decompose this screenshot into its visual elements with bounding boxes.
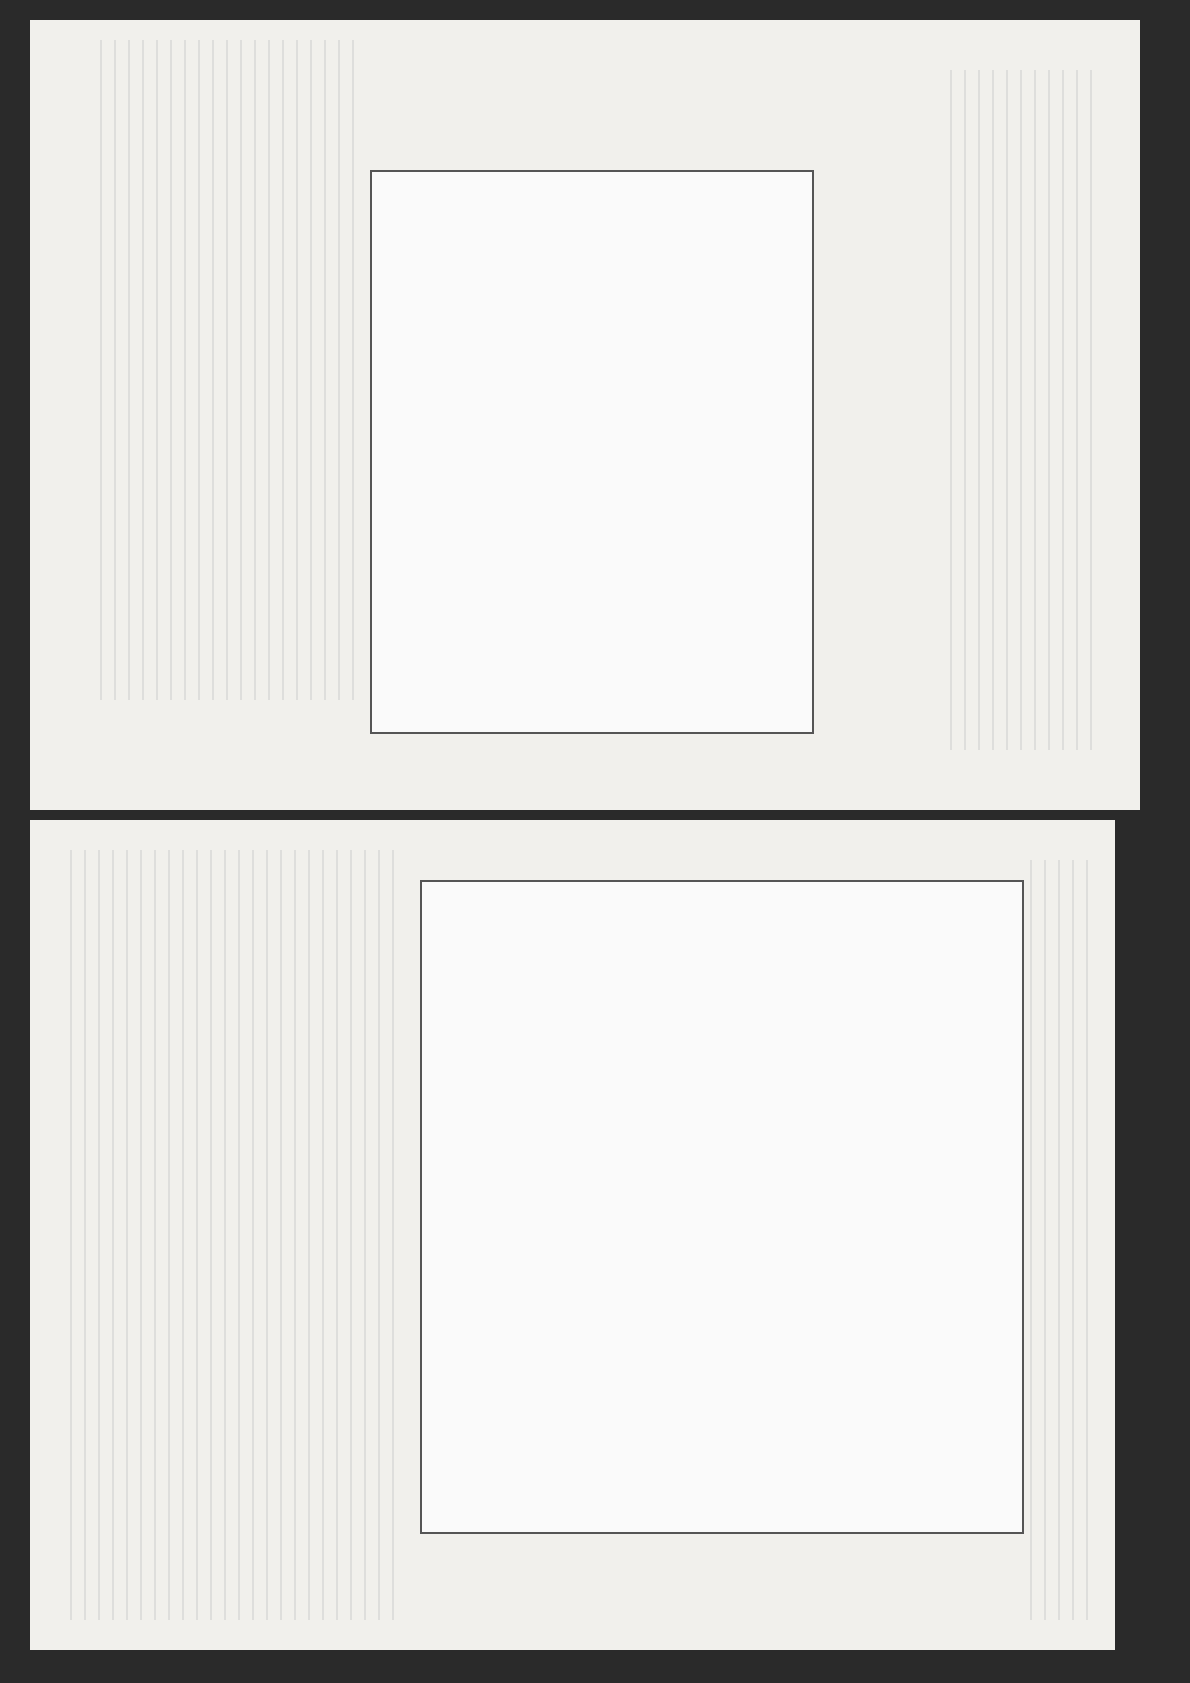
lower-page [30, 820, 1115, 1650]
upper-page [30, 20, 1140, 810]
figure-well-equipment-stages [370, 170, 814, 734]
figure-subsea-template [420, 880, 1024, 1534]
folio-lower [1070, 1620, 1110, 1640]
body-text-block [70, 850, 400, 1620]
figure-caption-block [1030, 860, 1100, 1620]
folio-upper [1110, 70, 1150, 90]
figure-caption-block [950, 70, 1100, 750]
body-text-block [100, 40, 360, 700]
